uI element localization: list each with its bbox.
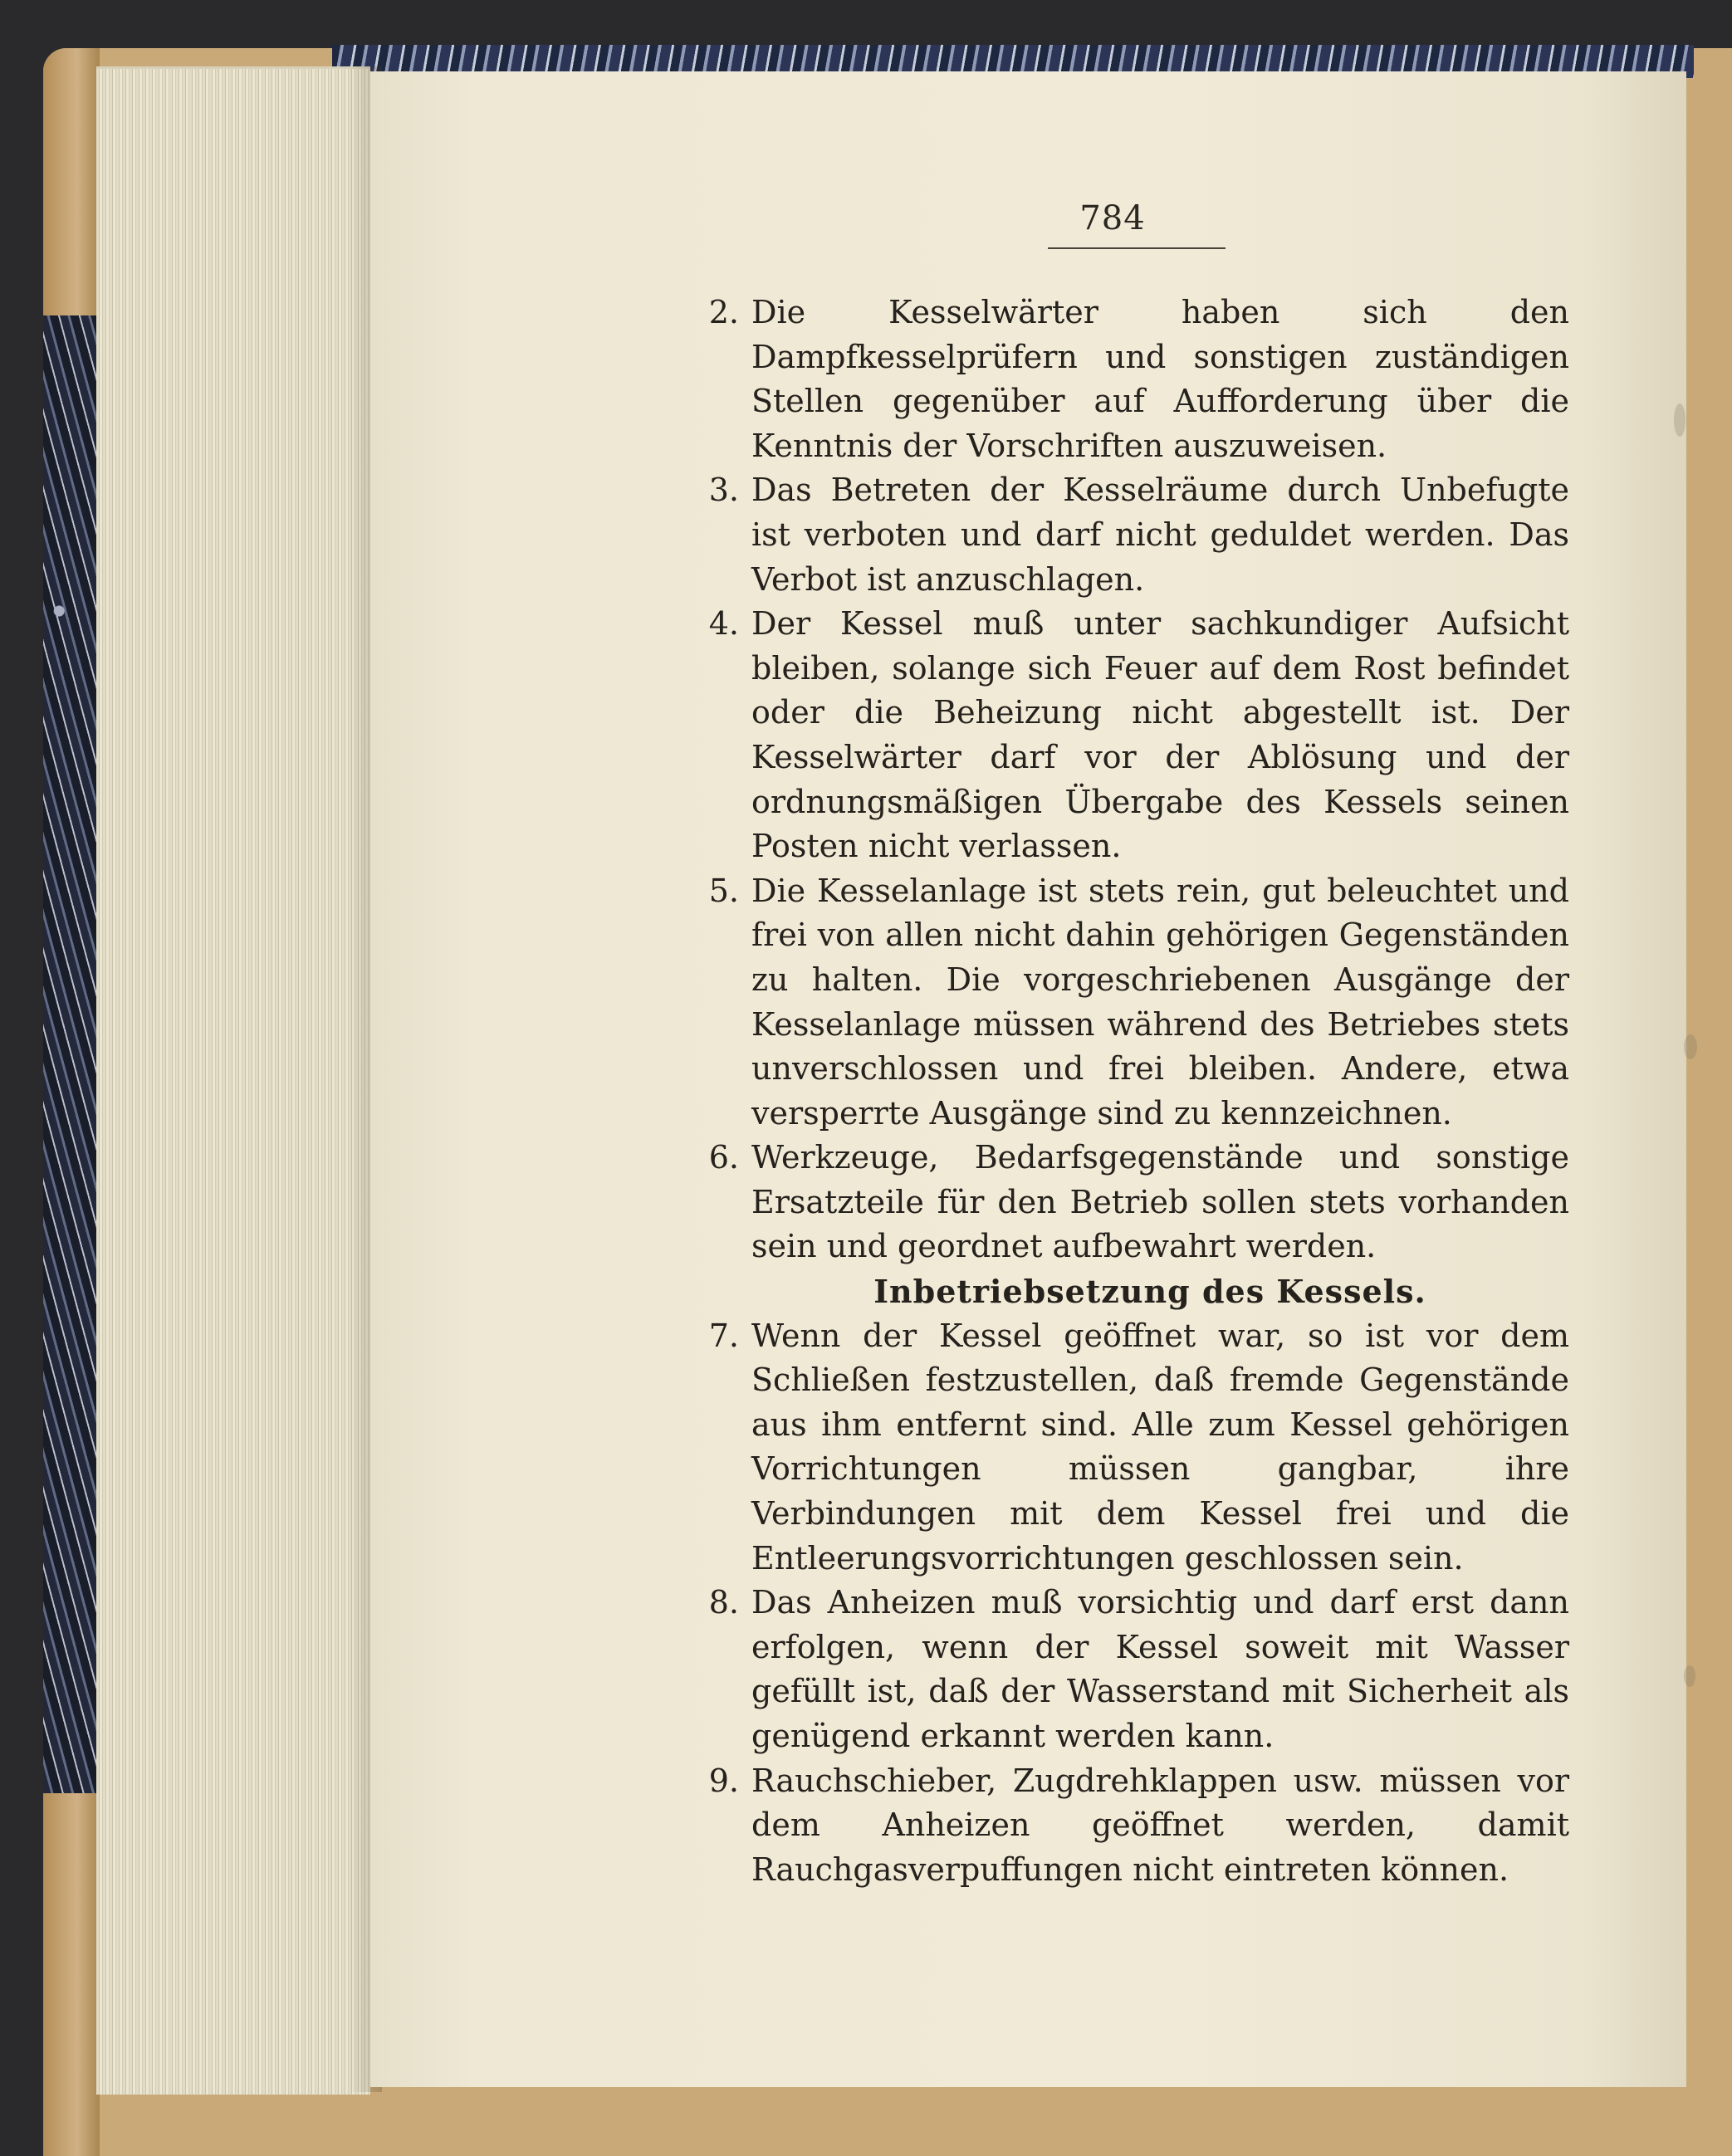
item-number: 4. [708,605,739,643]
list-item [697,468,1569,602]
item-text: Das Betreten der Kesselräume durch Unbefugte ist verboten und darf nicht geduldet werden. Das Verbot ist anzuschlagen. [751,472,1569,598]
item-text: Wenn der Kessel geöffnet war, so ist vor dem Schließen festzustellen, daß fremde Gegenstände aus ihm entfernt sind. Alle zum Kessel gehörigen Vorrichtungen müssen gangbar, ihre Verbindungen mit dem Kessel frei und die Entleerungsvorrichtungen geschlossen sein. [751,1317,1569,1577]
item-number: 9. [708,1762,739,1799]
list-item [697,291,1569,468]
page-number-rule [1048,247,1226,249]
list-item [697,1581,1569,1758]
marbled-board-left [43,315,96,1793]
item-number: 2. [708,294,739,330]
item-text: Die Kesselanlage ist stets rein, gut beleuchtet und frei von allen nicht dahin gehörigen Gegenständen zu halten. Die vorgeschriebenen Ausgänge der Kesselanlage müssen während des Betriebes stets unverschlossen und frei bleiben. Andere, etwa versperrte Ausgänge sind zu kennzeichnen. [751,872,1569,1132]
page-body [697,291,1569,1892]
item-number: 6. [708,1139,739,1176]
page-mark [1684,1665,1695,1687]
item-text: Rauchschieber, Zugdrehklappen usw. müssen vor dem Anheizen geöffnet werden, damit Rauchgasverpuffungen nicht eintreten können. [751,1762,1569,1888]
section-heading: Inbetriebsetzung des Kessels. [873,1273,1426,1311]
item-number: 7. [708,1317,739,1354]
page-mark [1674,403,1686,437]
item-text: Der Kessel muß unter sachkundiger Aufsicht bleiben, solange sich Feuer auf dem Rost befindet oder die Beheizung nicht abgestellt ist. Der Kesselwärter darf vor der Ablösung und der ordnungsmäßigen Übergabe des Kessels seinen Posten nicht verlassen. [751,605,1569,865]
item-text: Die Kesselwärter haben sich den Dampfkesselprüfern und sonstigen zuständigen Stellen gegenüber auf Aufforderung über die Kenntnis der Vorschriften auszuweisen. [751,294,1569,464]
page-mark [1684,1034,1697,1059]
item-number: 3. [708,472,739,509]
list-item [697,1314,1569,1582]
list-item [697,1136,1569,1269]
list-item [697,1759,1569,1893]
list-item [697,869,1569,1137]
item-number: 8. [708,1584,739,1621]
item-number: 5. [708,872,739,909]
item-text: Werkzeuge, Bedarfsgegenstände und sonstige Ersatzteile für den Betrieb sollen stets vorhanden sein und geordnet aufbewahrt werden. [751,1139,1569,1265]
page-number: 784 [1079,199,1146,237]
page-edges [96,66,370,2095]
item-text: Das Anheizen muß vorsichtig und darf erst dann erfolgen, wenn der Kessel soweit mit Wasser gefüllt ist, daß der Wasserstand mit Sicherheit als genügend erkannt werden kann. [751,1584,1569,1754]
list-item [697,602,1569,869]
